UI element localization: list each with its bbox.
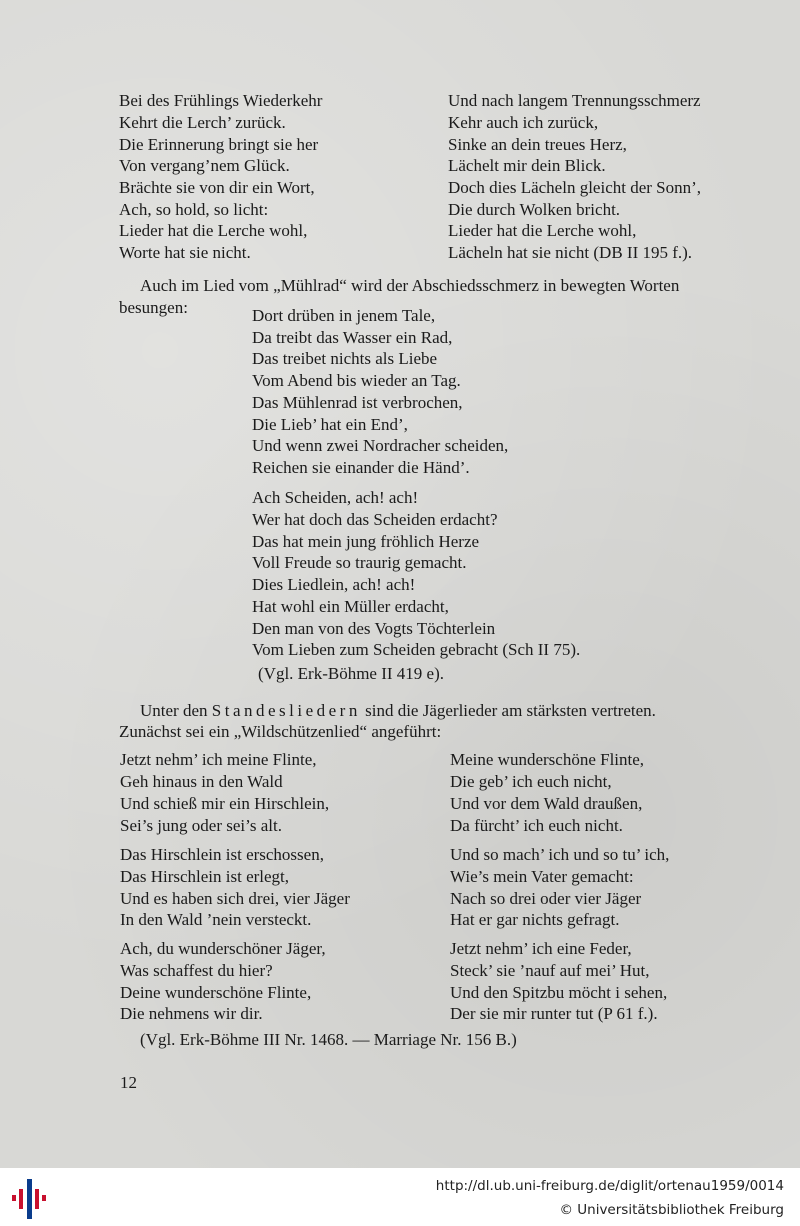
verse-line: Doch dies Lächeln gleicht der Sonn’, bbox=[448, 178, 702, 197]
verse-line: Die Lieb’ hat ein End’, bbox=[252, 415, 408, 434]
library-logo-icon bbox=[10, 1175, 50, 1221]
verse-line: Und schieß mir ein Hirschlein, bbox=[120, 794, 330, 813]
emphasized-term: Standesliedern bbox=[211, 701, 361, 720]
copyright-text: © Universitätsbibliothek Freiburg bbox=[559, 1202, 784, 1218]
verse-line: Sei’s jung oder sei’s alt. bbox=[120, 816, 282, 835]
verse-line: Nach so drei oder vier Jäger bbox=[450, 889, 642, 908]
reference-note: (Vgl. Erk-Böhme III Nr. 1468. — Marriage Nr. 156 B.) bbox=[140, 1030, 517, 1049]
verse-line: Lächelt mir dein Blick. bbox=[448, 156, 606, 175]
verse-line: Das treibet nichts als Liebe bbox=[252, 349, 438, 368]
verse-line: Dies Liedlein, ach! ach! bbox=[252, 575, 416, 594]
verse-line: Jetzt nehm’ ich meine Flinte, bbox=[120, 750, 317, 769]
verse-line: Vom Lieben zum Scheiden gebracht (Sch II 75). bbox=[252, 640, 581, 659]
verse-line: Das Hirschlein ist erschossen, bbox=[120, 845, 324, 864]
verse-line: Lächeln hat sie nicht (DB II 195 f.). bbox=[448, 243, 693, 262]
verse-line: Hat er gar nichts gefragt. bbox=[450, 910, 620, 929]
source-link[interactable]: http://dl.ub.uni-freiburg.de/diglit/ortenau1959/0014 bbox=[435, 1178, 784, 1194]
verse-line: Sinke an dein treues Herz, bbox=[448, 135, 627, 154]
page-number: 12 bbox=[120, 1073, 137, 1092]
verse-line: Kehrt die Lerch’ zurück. bbox=[119, 113, 286, 132]
verse-line: Deine wunderschöne Flinte, bbox=[120, 983, 312, 1002]
verse-line: Geh hinaus in den Wald bbox=[120, 772, 283, 791]
verse-line: Die geb’ ich euch nicht, bbox=[450, 772, 612, 791]
paragraph-line: Auch im Lied vom „Mühlrad“ wird der Abschiedsschmerz in bewegten Worten bbox=[140, 276, 680, 295]
verse-line: Wie’s mein Vater gemacht: bbox=[450, 867, 634, 886]
verse-line: Das Hirschlein ist erlegt, bbox=[120, 867, 290, 886]
verse-line: Und wenn zwei Nordracher scheiden, bbox=[252, 436, 509, 455]
verse-line: Brächte sie von dir ein Wort, bbox=[119, 178, 315, 197]
verse-line: Wer hat doch das Scheiden erdacht? bbox=[252, 510, 498, 529]
verse-line: Lieder hat die Lerche wohl, bbox=[448, 221, 637, 240]
verse-line: Und es haben sich drei, vier Jäger bbox=[120, 889, 350, 908]
verse-line: Die durch Wolken bricht. bbox=[448, 200, 621, 219]
verse-line: Meine wunderschöne Flinte, bbox=[450, 750, 645, 769]
verse-line: Worte hat sie nicht. bbox=[119, 243, 251, 262]
verse-line: Und vor dem Wald draußen, bbox=[450, 794, 643, 813]
verse-line: Voll Freude so traurig gemacht. bbox=[252, 553, 467, 572]
verse-line: Vom Abend bis wieder an Tag. bbox=[252, 371, 461, 390]
verse-line: Das hat mein jung fröhlich Herze bbox=[252, 532, 480, 551]
verse-line: Reichen sie einander die Händ’. bbox=[252, 458, 470, 477]
verse-line: Bei des Frühlings Wiederkehr bbox=[119, 91, 323, 110]
verse-line: Dort drüben in jenem Tale, bbox=[252, 306, 436, 325]
verse-line: Die nehmens wir dir. bbox=[120, 1004, 263, 1023]
verse-line: Lieder hat die Lerche wohl, bbox=[119, 221, 308, 240]
verse-line: Die Erinnerung bringt sie her bbox=[119, 135, 319, 154]
paragraph-text: sind die Jägerlieder am stärksten vertreten. bbox=[360, 701, 656, 720]
verse-line: Steck’ sie ’nauf auf mei’ Hut, bbox=[450, 961, 650, 980]
verse-line: Da fürcht’ ich euch nicht. bbox=[450, 816, 623, 835]
verse-line: Ach, du wunderschöner Jäger, bbox=[120, 939, 326, 958]
paragraph-line: Zunächst sei ein „Wildschützenlied“ angeführt: bbox=[119, 722, 442, 741]
verse-line: Das Mühlenrad ist verbrochen, bbox=[252, 393, 463, 412]
verse-line: Da treibt das Wasser ein Rad, bbox=[252, 328, 453, 347]
verse-line: Von vergang’nem Glück. bbox=[119, 156, 290, 175]
footer-bar bbox=[0, 1168, 800, 1226]
verse-line: Kehr auch ich zurück, bbox=[448, 113, 599, 132]
verse-line: Und nach langem Trennungsschmerz bbox=[448, 91, 701, 110]
paragraph-text: Unter den bbox=[140, 701, 212, 720]
verse-line: Der sie mir runter tut (P 61 f.). bbox=[450, 1004, 658, 1023]
verse-line: In den Wald ’nein versteckt. bbox=[120, 910, 312, 929]
verse-line: Den man von des Vogts Töchterlein bbox=[252, 619, 496, 638]
reference-note: (Vgl. Erk-Böhme II 419 e). bbox=[258, 664, 445, 683]
verse-line: Und so mach’ ich und so tu’ ich, bbox=[450, 845, 670, 864]
verse-line: Und den Spitzbu möcht i sehen, bbox=[450, 983, 668, 1002]
paragraph-line: besungen: bbox=[119, 298, 188, 317]
paragraph-line bbox=[140, 700, 656, 721]
verse-line: Hat wohl ein Müller erdacht, bbox=[252, 597, 449, 616]
verse-line: Ach Scheiden, ach! ach! bbox=[252, 488, 419, 507]
verse-line: Ach, so hold, so licht: bbox=[119, 200, 269, 219]
verse-line: Was schaffest du hier? bbox=[120, 961, 273, 980]
verse-line: Jetzt nehm’ ich eine Feder, bbox=[450, 939, 632, 958]
